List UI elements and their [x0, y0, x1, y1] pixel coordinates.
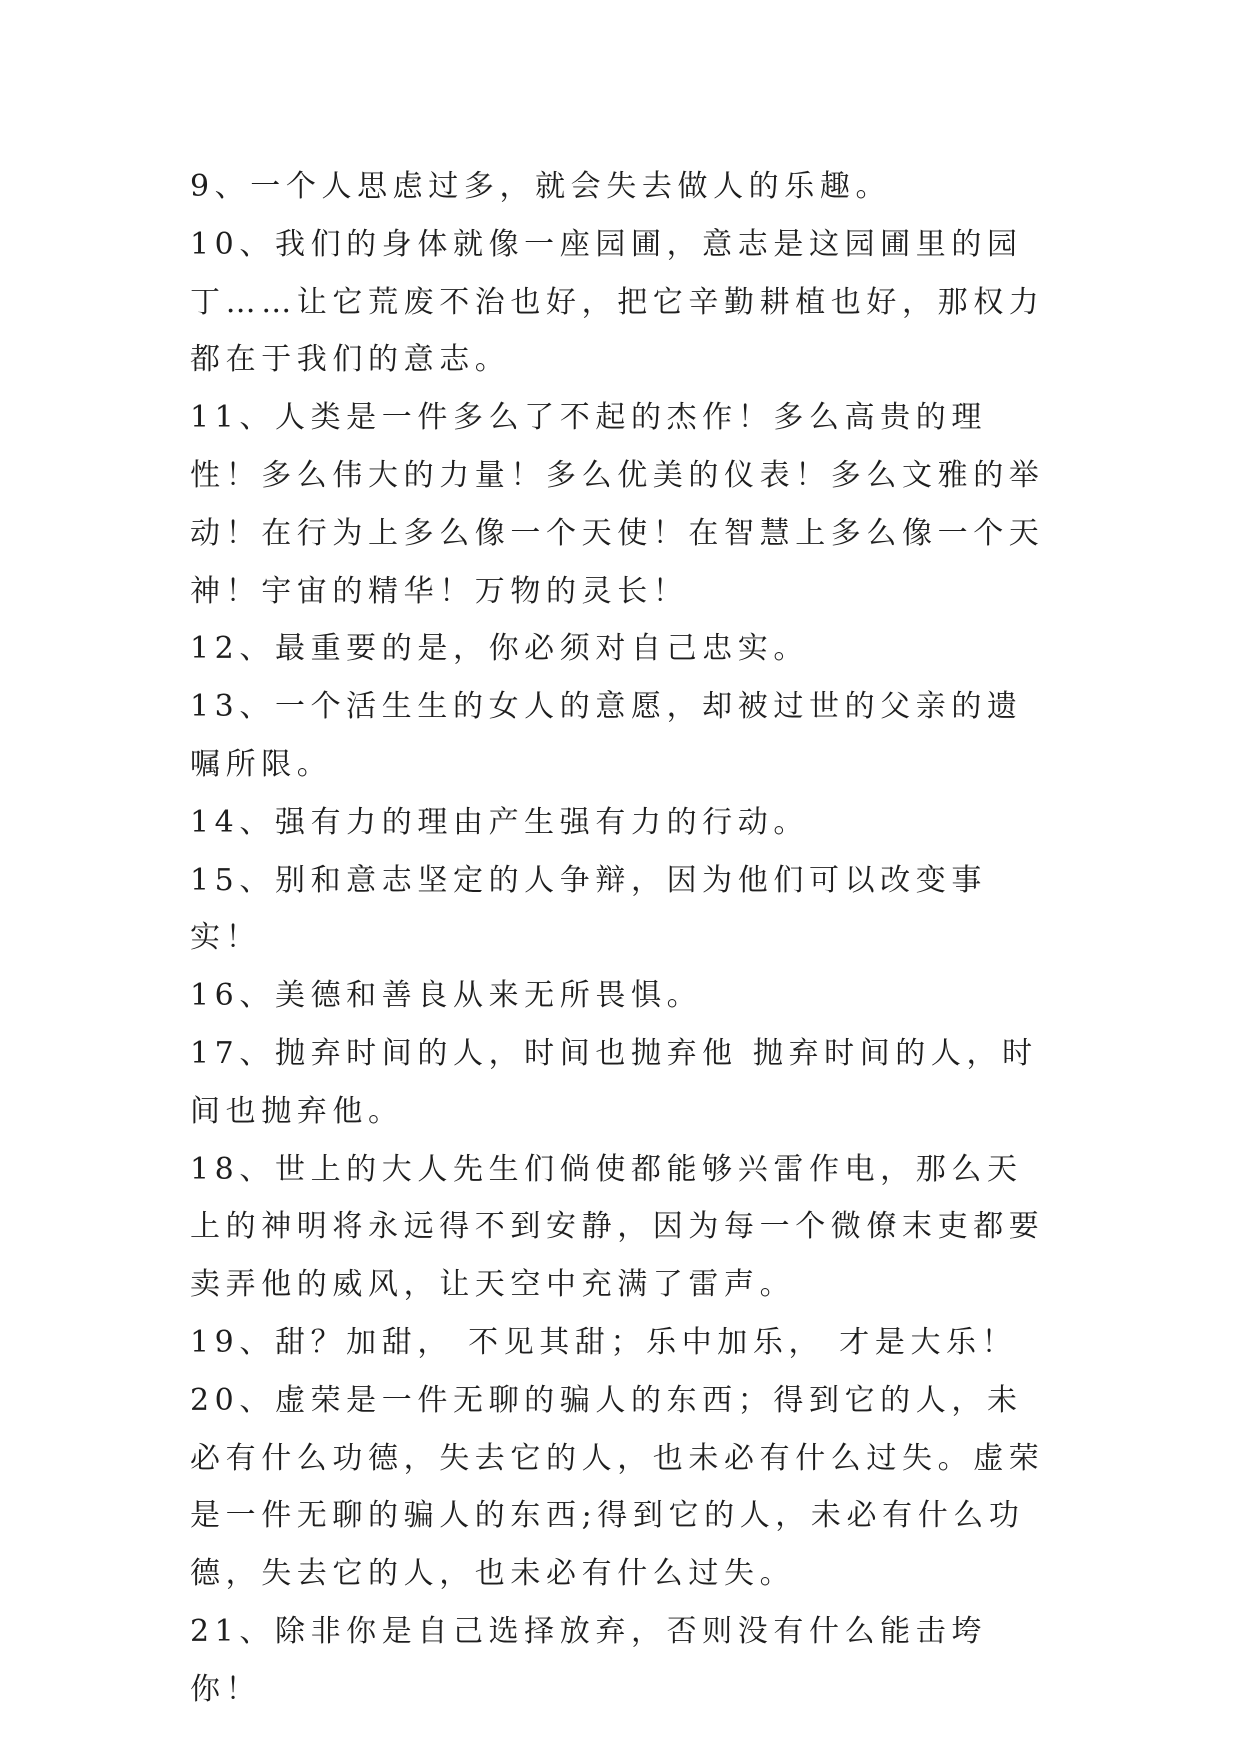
quote-paragraph-20: 20、虚荣是一件无聊的骗人的东西；得到它的人，未必有什么功德，失去它的人，也未必有什么过失。虚荣是一件无聊的骗人的东西;得到它的人，未必有什么功德，失去它的人，也未必有什么过失。 — [190, 1382, 1045, 1592]
quote-paragraph-9: 9、一个人思虑过多，就会失去做人的乐趣。 — [190, 169, 892, 204]
quote-paragraph-14: 14、强有力的理由产生强有力的行动。 — [190, 804, 809, 840]
quote-paragraph-16: 16、美德和善良从来无所畏惧。 — [190, 978, 703, 1014]
quote-paragraph-17: 17、抛弃时间的人，时间也抛弃他 抛弃时间的人，时间也抛弃他。 — [190, 1035, 1038, 1129]
quote-paragraph-12: 12、最重要的是，你必须对自己忠实。 — [190, 631, 809, 667]
quote-paragraph-21: 21、除非你是自己选择放弃，否则没有什么能击垮你！ — [190, 1613, 987, 1707]
quote-paragraph-13: 13、一个活生生的女人的意愿，却被过世的父亲的遗嘱所限。 — [190, 689, 1023, 782]
quote-paragraph-10: 10、我们的身体就像一座园圃，意志是这园圃里的园丁……让它荒废不治也好，把它辛勤耕植也好，那权力都在于我们的意志。 — [190, 226, 1045, 378]
document-body — [190, 158, 1054, 1719]
quote-paragraph-11: 11、人类是一件多么了不起的杰作！多么高贵的理性！多么伟大的力量！多么优美的仪表！多么文雅的举动！在行为上多么像一个天使！在智慧上多么像一个天神！宇宙的精华！万物的灵长！ — [190, 400, 1045, 609]
quote-paragraph-19: 19、甜？加甜， 不见其甜；乐中加乐， 才是大乐！ — [190, 1324, 1018, 1360]
quote-paragraph-18: 18、世上的大人先生们倘使都能够兴雷作电，那么天上的神明将永远得不到安静，因为每一个微僚末吏都要卖弄他的威风，让天空中充满了雷声。 — [190, 1151, 1045, 1303]
quote-paragraph-15: 15、别和意志坚定的人争辩，因为他们可以改变事实！ — [190, 862, 987, 956]
